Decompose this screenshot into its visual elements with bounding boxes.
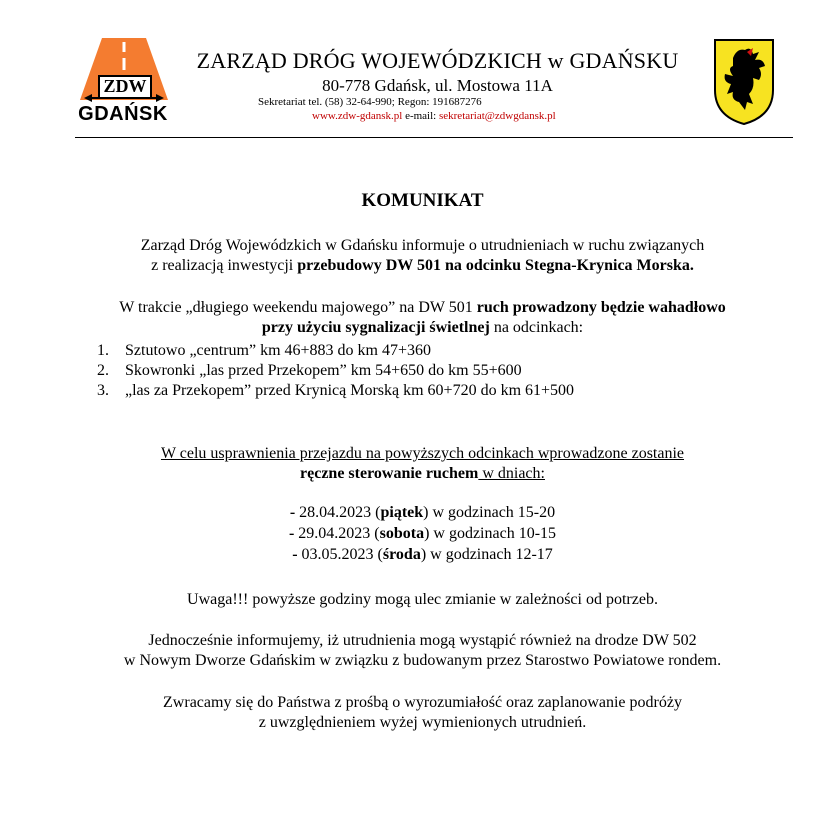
document-title: KOMUNIKAT xyxy=(361,190,484,211)
manual-line-1 xyxy=(0,444,835,464)
date-hours: ) w godzinach 10-15 xyxy=(424,525,557,542)
section-number: 3. xyxy=(97,382,109,399)
date-item xyxy=(0,524,835,544)
date-text: 28.04.2023 ( xyxy=(299,504,381,521)
org-contact: Sekretariat tel. (58) 32-64-990; Regon: 191687276 xyxy=(258,96,482,108)
section-number: 1. xyxy=(97,342,109,359)
section-text: „las za Przekopem” przed Krynicą Morską km 60+720 do km 61+500 xyxy=(125,382,575,399)
intro-bold: przebudowy DW 501 na odcinku Stegna-Krynica Morska. xyxy=(297,257,694,274)
logo-abbr: ZDW xyxy=(103,76,147,96)
intro-text: z realizacją inwestycji xyxy=(151,257,298,274)
warning-text: Uwaga!!! powyższe godziny mogą ulec zmianie w zależności od potrzeb. xyxy=(187,591,658,608)
web-email-line xyxy=(312,110,556,122)
manual-bold: ręczne sterowanie ruchem xyxy=(300,465,479,482)
email-label: e-mail: xyxy=(402,110,439,122)
date-item xyxy=(0,545,835,565)
date-dash: - xyxy=(289,504,300,521)
intro-line-1: Zarząd Dróg Wojewódzkich w Gdańsku informuje o utrudnieniach w ruchu związanych xyxy=(140,237,705,254)
date-day: piątek xyxy=(380,504,424,521)
weekend-text: W trakcie „długiego weekendu majowego” na DW 501 xyxy=(119,299,477,316)
manual-days: w dniach: xyxy=(478,465,545,482)
email-link[interactable]: sekretariat@zdwgdansk.pl xyxy=(438,110,556,122)
dw502-line-2: w Nowym Dworze Gdańskim w związku z budowanym przez Starostwo Powiatowe rondem. xyxy=(123,652,722,669)
intro-line-2 xyxy=(0,256,835,276)
section-text: Sztutowo „centrum” km 46+883 do km 47+360 xyxy=(125,342,432,359)
website-link[interactable]: www.zdw-gdansk.pl xyxy=(312,110,403,122)
pomeranian-griffin-crest-icon xyxy=(713,38,775,126)
date-dash: - xyxy=(292,546,302,563)
date-day: sobota xyxy=(379,525,425,542)
weekend-line-1 xyxy=(0,298,835,318)
org-name: ZARZĄD DRÓG WOJEWÓDZKICH w GDAŃSKU xyxy=(196,48,679,73)
signal-bold: przy użyciu sygnalizacji świetlnej xyxy=(261,319,490,336)
closing-line-2: z uwzględnieniem wyżej wymienionych utrudnień. xyxy=(258,714,587,731)
section-item xyxy=(97,341,431,361)
date-hours: ) w godzinach 12-17 xyxy=(420,546,553,563)
date-item xyxy=(0,503,835,523)
section-item xyxy=(97,361,522,381)
date-text: 29.04.2023 ( xyxy=(298,525,380,542)
weekend-bold: ruch prowadzony będzie wahadłowo xyxy=(476,299,726,316)
sections-intro: na odcinkach: xyxy=(489,319,584,336)
manual-text: W celu usprawnienia przejazdu na powyższych odcinkach wprowadzone zostanie xyxy=(160,445,685,462)
section-item xyxy=(97,381,574,401)
date-text: 03.05.2023 ( xyxy=(301,546,383,563)
closing-line-1: Zwracamy się do Państwa z prośbą o wyrozumiałość oraz zaplanowanie podróży xyxy=(163,694,682,711)
date-day: środa xyxy=(382,546,421,563)
weekend-line-2 xyxy=(0,318,835,338)
dw502-line-1: Jednocześnie informujemy, iż utrudnienia mogą wystąpić również na drodze DW 502 xyxy=(148,632,697,649)
header-divider xyxy=(75,137,793,138)
manual-line-2 xyxy=(0,464,835,484)
date-dash: - xyxy=(288,525,299,542)
section-text: Skowronki „las przed Przekopem” km 54+650 do km 55+600 xyxy=(125,362,522,379)
date-hours: ) w godzinach 15-20 xyxy=(423,504,556,521)
logo-city: GDAŃSK xyxy=(78,103,168,125)
org-address: 80-778 Gdańsk, ul. Mostowa 11A xyxy=(322,76,553,95)
section-number: 2. xyxy=(97,362,109,379)
